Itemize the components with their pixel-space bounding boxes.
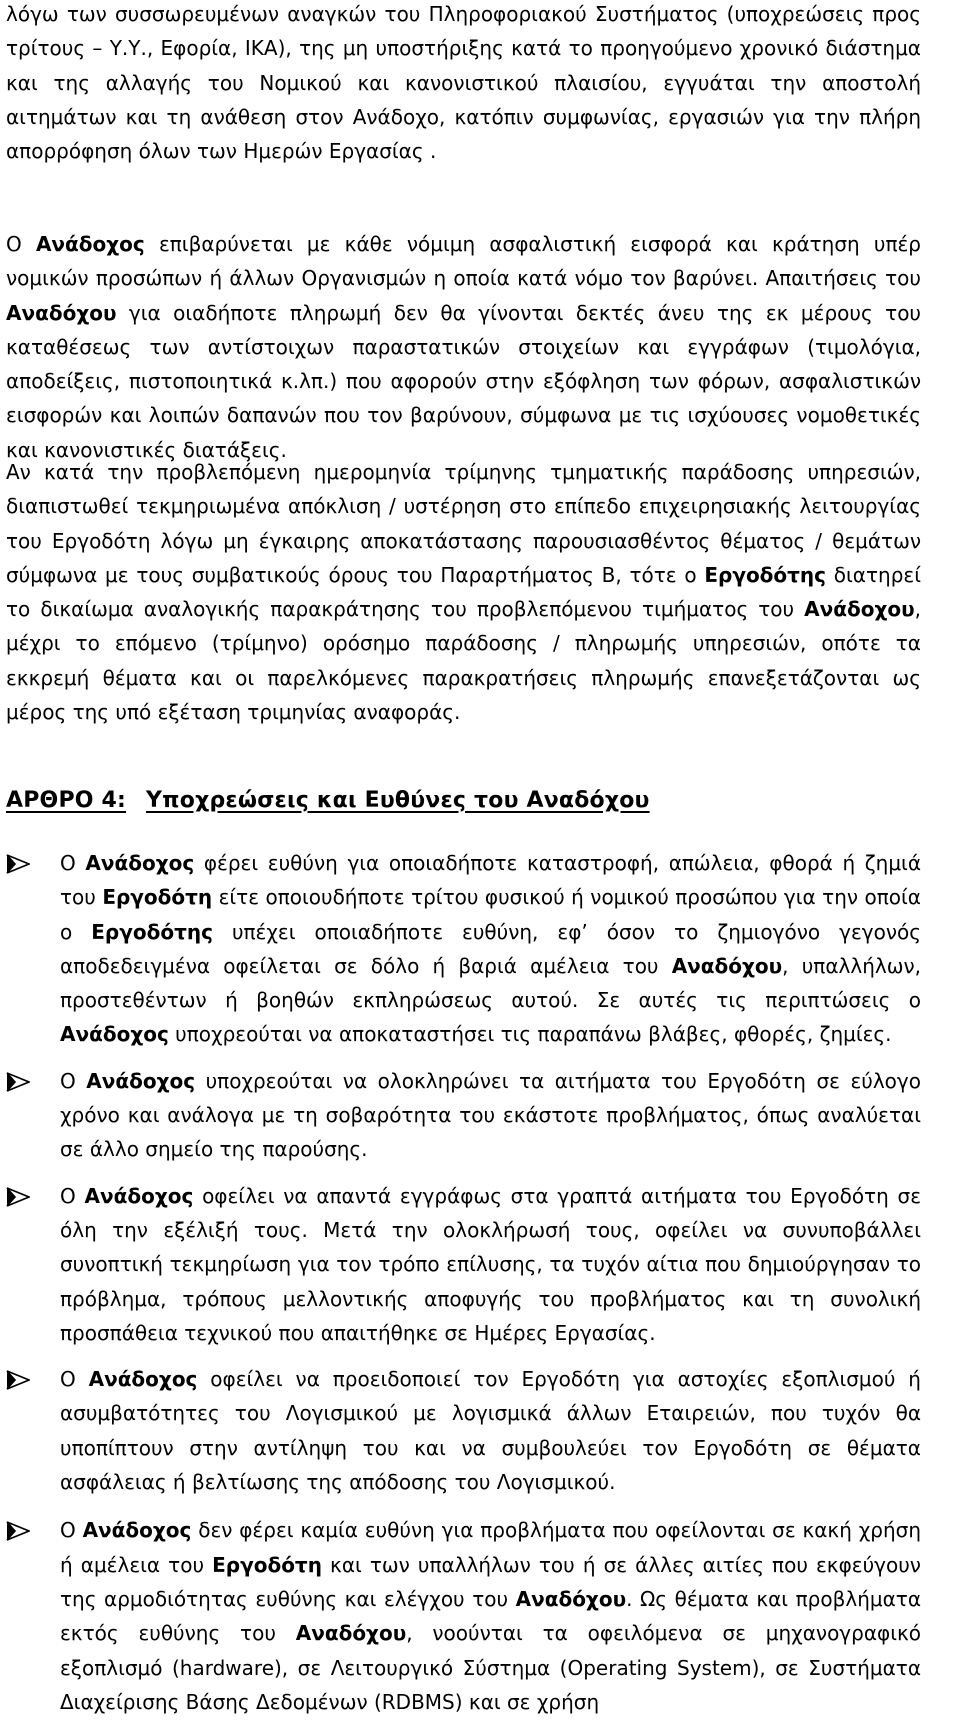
- heading-label: ΑΡΘΡΟ 4:: [6, 788, 127, 813]
- arrowhead-bullet-icon: [6, 1521, 30, 1541]
- paragraph-contributions: Ο Ανάδοχος επιβαρύνεται με κάθε νόμιμη ασφαλιστική εισφορά και κράτηση υπέρ νομικών προσώπων ή άλλων Οργανισμών η οποία κατά νόμο τον βαρύνει. Απαιτήσεις του Αναδόχου για οιαδήποτε πληρωμή δεν θα γίνονται δεκτές άνευ της εκ μέρους του καταθέσεως των αντίστοιχων παραστατικών στοιχείων και εγγράφων (τιμολόγια, αποδείξεις, πιστοποιητικά κ.λπ.) που αφορούν στην εξόφληση των φόρων, ασφαλιστικών εισφορών και λοιπών δαπανών που τον βαρύνουν, σύμφωνα με τις ισχύουσες νομοθετικές και κανονιστικές διατάξεις.: [6, 232, 921, 462]
- section-heading: [6, 788, 650, 813]
- list-item: Ο Ανάδοχος υποχρεούται να ολοκληρώνει τα αιτήματα του Εργοδότη σε εύλογο χρόνο και ανάλογα με τη σοβαρότητα του εκάστοτε προβλήματος, όπως αναλύεται σε άλλο σημείο της παρούσης.: [6, 1064, 921, 1167]
- list-item: Ο Ανάδοχος οφείλει να προειδοποιεί τον Εργοδότη για αστοχίες εξοπλισμού ή ασυμβατότητες του Λογισμικού με λογισμικά άλλων Εταιρειών, που τυχόν θα υποπίπτουν στην αντίληψη του και να συμβουλεύει τον Εργοδότη σε θέματα ασφάλειας ή βελτίωσης της απόδοσης του Λογισμικού.: [6, 1362, 921, 1499]
- obligations-list: [6, 846, 921, 1731]
- paragraph-continuation: λόγω των συσσωρευμένων αναγκών του Πληροφοριακού Συστήματος (υποχρεώσεις προς τρίτους – Υ.Υ., Εφορία, ΙΚΑ), της μη υποστήριξης κατά το προηγούμενο χρονικό διάστημα και της αλλαγής του Νομικού και κανονιστικού πλαισίου, εγγυάται την αποστολή αιτημάτων και τη ανάθεση στον Ανάδοχο, κατόπιν συμφωνίας, εργασιών για την πλήρη απορρόφηση όλων των Ημερών Εργασίας .: [6, 2, 921, 164]
- arrowhead-bullet-icon: [6, 1072, 30, 1092]
- list-item: Ο Ανάδοχος φέρει ευθύνη για οποιαδήποτε καταστροφή, απώλεια, φθορά ή ζημιά του Εργοδότη είτε οποιουδήποτε τρίτου φυσικού ή νομικού προσώπου για την οποία ο Εργοδότης υπέχει οποιαδήποτε ευθύνη, εφ’ όσον το ζημιογόνο γεγονός αποδεδειγμένα οφείλεται σε δόλο ή βαριά αμέλεια του Αναδόχου, υπαλλήλων, προστεθέντων ή βοηθών εκπληρώσεως αυτού. Σε αυτές τις περιπτώσεις ο Ανάδοχος υποχρεούται να αποκαταστήσει τις παραπάνω βλάβες, φθορές, ζημίες.: [6, 846, 921, 1052]
- heading-title: Υποχρεώσεις και Ευθύνες του Αναδόχου: [146, 788, 650, 813]
- arrowhead-bullet-icon: [6, 1370, 30, 1390]
- arrowhead-bullet-icon: [6, 854, 30, 874]
- paragraph-deviation: Αν κατά την προβλεπόμενη ημερομηνία τρίμηνης τμηματικής παράδοσης υπηρεσιών, διαπιστωθεί τεκμηριωμένα απόκλιση / υστέρηση στο επίπεδο επιχειρησιακής λειτουργίας του Εργοδότη λόγω μη έγκαιρης αποκατάστασης παρουσιασθέντος θέματος / θεμάτων σύμφωνα με τους συμβατικούς όρους του Παραρτήματος Β, τότε ο Εργοδότης διατηρεί το δικαίωμα αναλογικής παρακράτησης του προβλεπόμενου τιμήματος του Ανάδοχου, μέχρι το επόμενο (τρίμηνο) ορόσημο παράδοσης / πληρωμής υπηρεσιών, οπότε τα εκκρεμή θέματα και οι παρελκόμενες παρακρατήσεις πληρωμής επανεξετάζονται ως μέρος της υπό εξέταση τριμηνίας αναφοράς.: [6, 460, 921, 725]
- bold-term: Εργοδότης: [704, 562, 827, 587]
- list-item: Ο Ανάδοχος οφείλει να απαντά εγγράφως στα γραπτά αιτήματα του Εργοδότη σε όλη την εξέλιξή τους. Μετά την ολοκλήρωσή τους, οφείλει να συνυποβάλλει συνοπτική τεκμηρίωση για τον τρόπο επίλυσης, τα τυχόν αίτια που δημιούργησαν το πρόβλημα, τρόπους μελλοντικής αποφυγής του προβλήματος και τη συνολική προσπάθεια τεχνικού που απαιτήθηκε σε Ημέρες Εργασίας.: [6, 1179, 921, 1350]
- bold-term: Αναδόχου: [6, 300, 117, 325]
- bold-term: Ανάδοχος: [35, 232, 145, 256]
- list-item: Ο Ανάδοχος δεν φέρει καμία ευθύνη για προβλήματα που οφείλονται σε κακή χρήση ή αμέλεια του Εργοδότη και των υπαλλήλων του ή σε άλλες αιτίες που εκφεύγουν της αρμοδιότητας ευθύνης και ελέγχου του Αναδόχου. Ως θέματα και προβλήματα εκτός ευθύνης του Αναδόχου, νοούνται τα οφειλόμενα σε μηχανογραφικό εξοπλισμό (hardware), σε Λειτουργικό Σύστημα (Operating System), σε Συστήματα Διαχείρισης Βάσης Δεδομένων (RDBMS) και σε χρήση: [6, 1513, 921, 1719]
- bold-term: Ανάδοχου: [804, 597, 915, 622]
- arrowhead-bullet-icon: [6, 1187, 30, 1207]
